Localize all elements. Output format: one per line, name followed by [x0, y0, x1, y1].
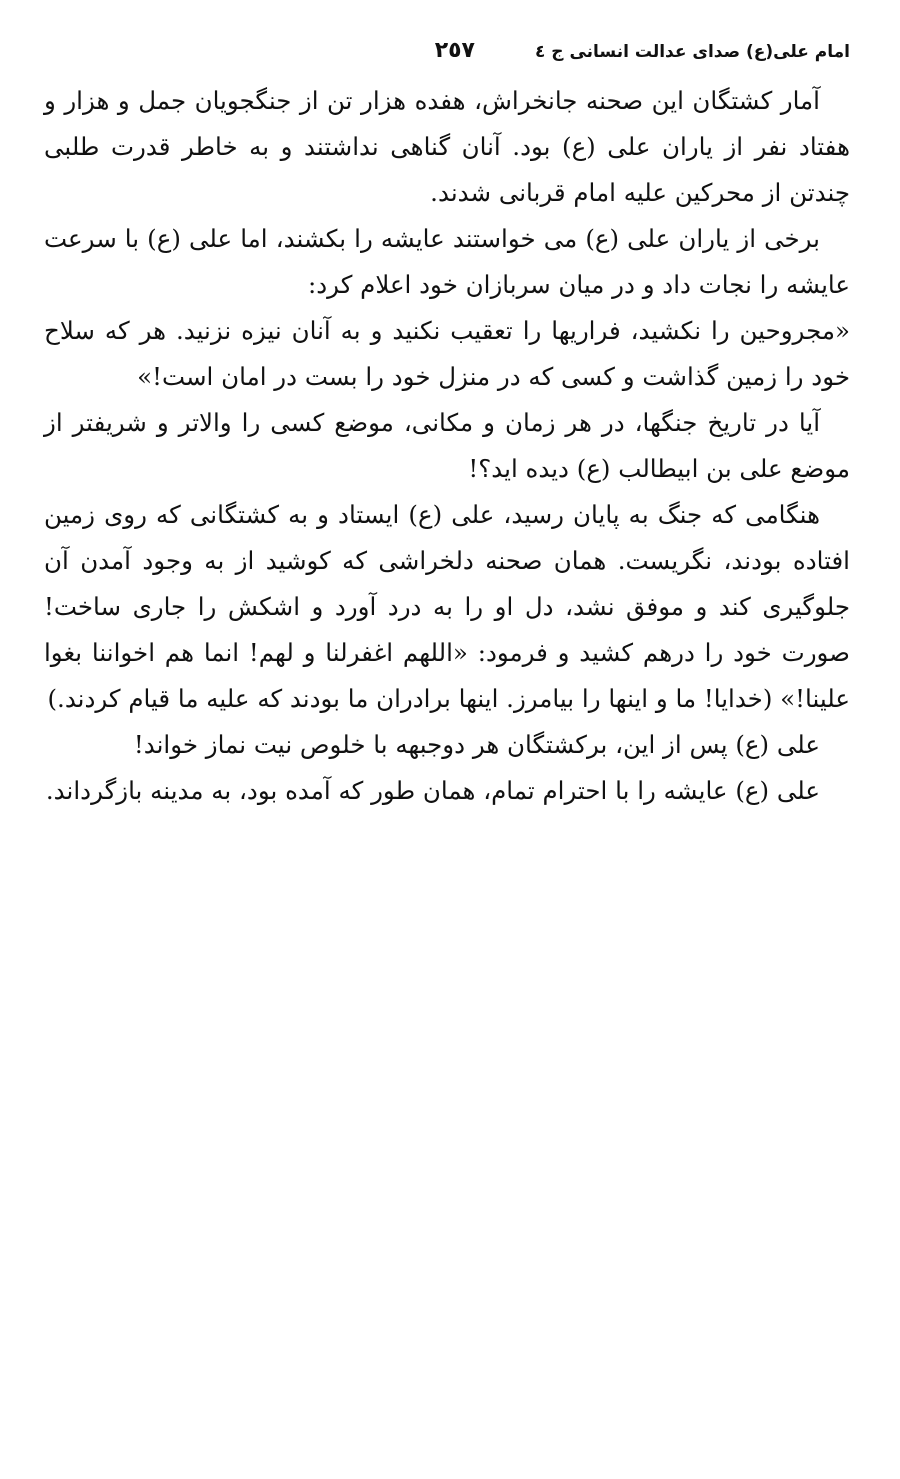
paragraph: برخی از یاران علی (ع) می خواستند عایشه را بکشند، اما علی (ع) با سرعت عایشه را نجات داد و در میان سربازان خود اعلام کرد:	[44, 224, 850, 299]
paragraph: علی (ع) پس از این، برکشتگان هر دوجبهه با خلوص نیت نماز خواند!	[133, 730, 820, 759]
paragraph: هنگامی که جنگ به پایان رسید، علی (ع) ایستاد و به کشتگانی که روی زمین افتاده بودند، نگریست. همان صحنه دلخراشی که کوشید از به وجود آمدن آن جلوگیری کند و موفق نشد، دل او را به درد آورد و اشکش را جاری ساخت! صورت خود را درهم کشید و فرمود: «اللهم اغفرلنا و لهم! انما هم اخواننا بغوا علینا!» (خدایا! ما و اینها را بیامرز. اینها برادران ما بودند که علیه ما قیام کردند.)	[44, 500, 850, 713]
running-title: امام علی(ع) صدای عدالت انسانی ج ٤	[534, 42, 850, 62]
paragraph: «مجروحین را نکشید، فراریها را تعقیب نکنید و به آنان نیزه نزنید. هر که سلاح خود را زمین گذاشت و کسی که در منزل خود را بست در امان است!»	[44, 316, 850, 391]
body-text	[44, 78, 850, 814]
page-header	[44, 38, 850, 74]
paragraph: علی (ع) عایشه را با احترام تمام، همان طور که آمده بود، به مدینه بازگرداند.	[45, 776, 820, 805]
paragraph: آیا در تاریخ جنگها، در هر زمان و مکانی، موضع کسی را والاتر و شریفتر از موضع علی بن ابیطالب (ع) دیده اید؟!	[44, 408, 850, 483]
page-number: ٢٥٧	[434, 38, 475, 63]
paragraph: آمار کشتگان این صحنه جانخراش، هفده هزار تن از جنگجویان جمل و هزار و هفتاد نفر از یاران علی (ع) بود. آنان گناهی نداشتند و به خاطر قدرت طلبی چندتن از محرکین علیه امام قربانی شدند.	[44, 86, 850, 207]
